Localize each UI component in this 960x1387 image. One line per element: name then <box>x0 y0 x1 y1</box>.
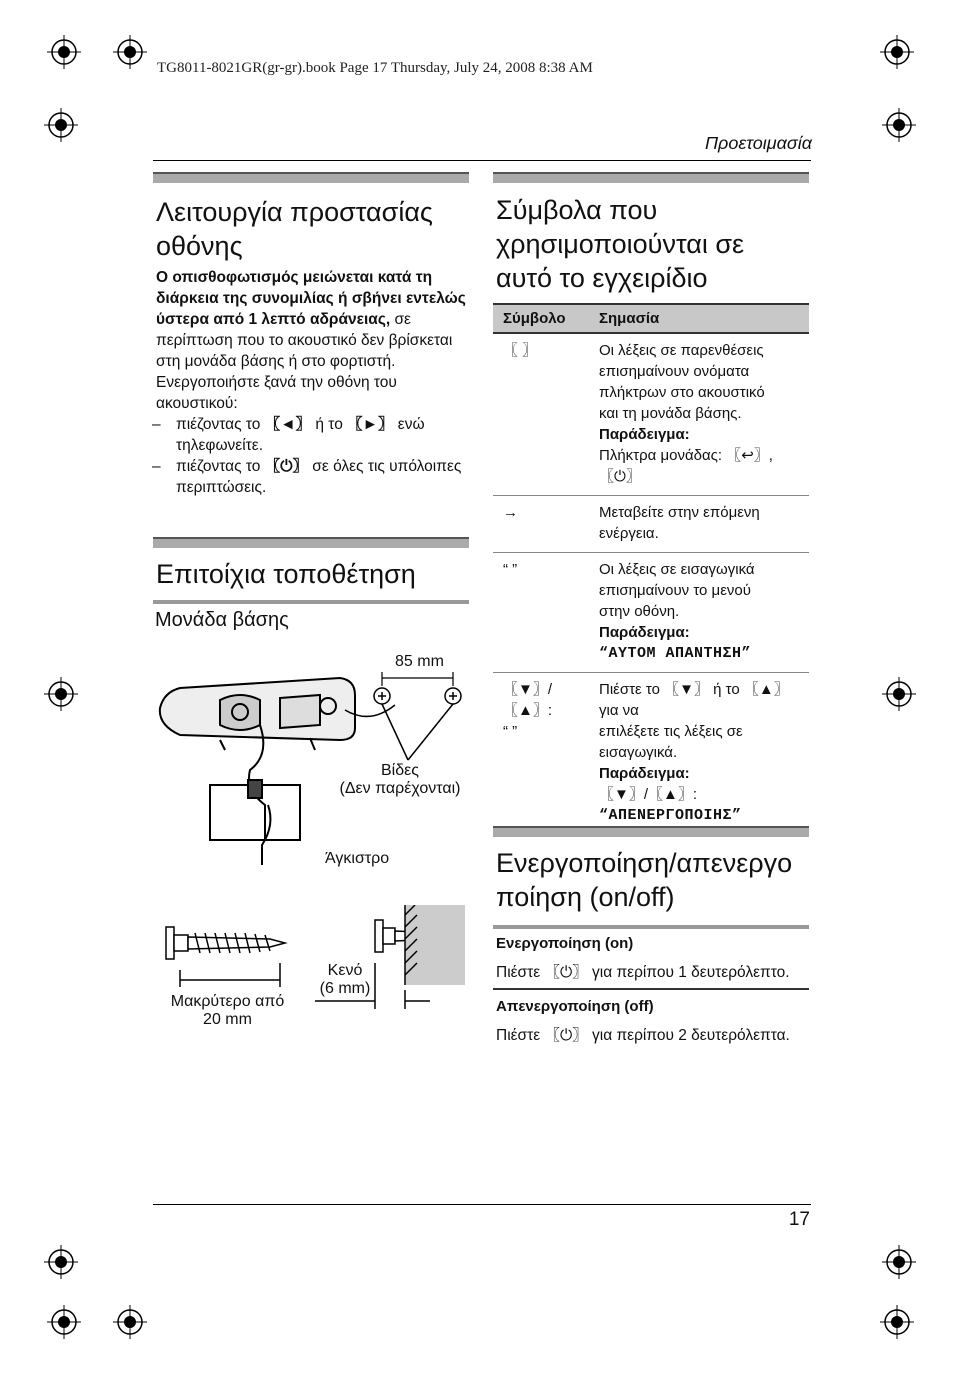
power-on-text: Πιέστε 〖⏻〗 για περίπου 1 δευτερόλεπτο. <box>496 964 790 981</box>
table-header-row <box>493 304 809 333</box>
section-title: Προετοιμασία <box>704 133 812 153</box>
registration-mark <box>882 1245 916 1279</box>
meaning-cell: Μεταβείτε στην επόμενη ενέργεια. <box>589 496 809 553</box>
registration-mark <box>44 108 78 142</box>
dimension-label: 85 mm <box>395 653 444 670</box>
footer-rule <box>153 1204 811 1205</box>
section-bar <box>153 172 469 183</box>
section-bar <box>493 826 809 837</box>
off-key-icon: 〖⏻〗 <box>264 458 308 475</box>
table-row <box>493 496 809 553</box>
power-title: Ενεργοποίηση/απενεργο ποίηση (on/off) <box>496 848 793 912</box>
long-screw-drawing <box>166 927 285 987</box>
subsection-bar <box>493 988 809 990</box>
header-rule <box>153 160 811 161</box>
registration-mark <box>113 1305 147 1339</box>
meaning-cell: Οι λέξεις σε εισαγωγικά επισημαίνουν το μενού στην οθόνη. Παράδειγμα: “ΑΥΤΟΜ ΑΠΑΝΤΗΣΗ” <box>589 553 809 673</box>
registration-mark <box>880 1305 914 1339</box>
registration-mark <box>44 1245 78 1279</box>
subsection-bar <box>153 600 469 604</box>
base-unit-drawing <box>160 678 355 840</box>
symbol-cell: 〖 〗 <box>493 333 589 496</box>
registration-mark <box>113 35 147 69</box>
screen-protect-body: Ο οπισθοφωτισμός μειώνεται κατά τη διάρκεια της συνομιλίας ή σβήνει εντελώς ύστερα από 1 λεπτό αδράνειας, σε περίπτωση που το ακουστικό δεν βρίσκεται στη μονάδα βάσης ή στο φορτιστή. Ενεργοποιήστε ξανά την οθόνη του ακουστικού: – πιέζοντας το 〖◄〗 ή το 〖►〗 ενώ τηλεφωνείτε. – πιέζοντας το 〖⏻〗 σε όλες τις υπόλοιπες περιπτώσεις. <box>156 267 471 498</box>
registration-mark <box>44 677 78 711</box>
column-header-meaning: Σημασία <box>589 304 809 333</box>
screen-protect-section <box>152 195 471 498</box>
power-on-heading: Ενεργοποίηση (on) <box>496 935 634 952</box>
wall-mount-title: Επιτοίχια τοποθέτηση <box>156 559 416 589</box>
bullet-item: – πιέζοντας το 〖⏻〗 σε όλες τις υπόλοιπες περιπτώσεις. <box>152 458 462 496</box>
screw-heads <box>374 688 461 704</box>
symbol-cell: 〖▼〗/〖▲〗: “ ” <box>493 673 589 836</box>
screen-protect-title: Λειτουργία προστασίας οθόνης <box>156 197 433 261</box>
meaning-cell: Οι λέξεις σε παρενθέσεις επισημαίνουν ονόματα πλήκτρων στο ακουστικό και τη μονάδα βάσης. Παράδειγμα: Πλήκτρα μονάδας: 〖↩〗, 〖⏻〗 <box>589 333 809 496</box>
registration-mark <box>47 1305 81 1339</box>
power-off-heading: Απενεργοποίηση (off) <box>496 998 654 1015</box>
registration-mark <box>47 35 81 69</box>
table-row <box>493 553 809 673</box>
hook-drawing <box>210 780 300 865</box>
section-bar <box>153 537 469 548</box>
registration-mark <box>882 108 916 142</box>
symbol-cell: “ ” <box>493 553 589 673</box>
left-key-icon: 〖◄〗 <box>264 416 312 433</box>
column-header-symbol: Σύμβολο <box>493 304 589 333</box>
right-key-icon: 〖►〗 <box>347 416 394 433</box>
gap-label: Κενό (6 mm) <box>319 962 371 997</box>
page-number: 17 <box>788 1209 810 1230</box>
registration-mark <box>880 35 914 69</box>
symbol-cell: → <box>493 496 589 553</box>
book-info-line: TG8011-8021GR(gr-gr).book Page 17 Thursday, July 24, 2008 8:38 AM <box>157 60 593 76</box>
hook-label: Άγκιστρο <box>325 850 390 867</box>
symbols-table <box>493 303 809 836</box>
bullet-item: – πιέζοντας το 〖◄〗 ή το 〖►〗 ενώ τηλεφωνείτε. <box>152 416 425 454</box>
longer-than-label: Μακρύτερο από 20 mm <box>170 993 285 1028</box>
table-row <box>493 333 809 496</box>
table-row <box>493 673 809 836</box>
section-bar <box>493 172 809 183</box>
screws-label: Βίδες (Δεν παρέχονται) <box>339 762 461 797</box>
dimension-line <box>382 672 453 686</box>
base-unit-subtitle: Μονάδα βάσης <box>155 609 289 631</box>
power-off-text: Πιέστε 〖⏻〗 για περίπου 2 δευτερόλεπτα. <box>496 1027 790 1044</box>
registration-mark <box>882 677 916 711</box>
subsection-bar <box>493 925 809 929</box>
meaning-cell: Πιέστε το 〖▼〗 ή το 〖▲〗 για να επιλέξετε τις λέξεις σε εισαγωγικά. Παράδειγμα: 〖▼〗/〖▲〗: “ΑΠΕΝΕΡΓΟΠΟΙΗΣ” <box>589 673 809 836</box>
symbols-title: Σύμβολα που χρησιμοποιούνται σε αυτό το εγχειρίδιο <box>496 195 745 293</box>
pointer-lines <box>345 704 453 760</box>
